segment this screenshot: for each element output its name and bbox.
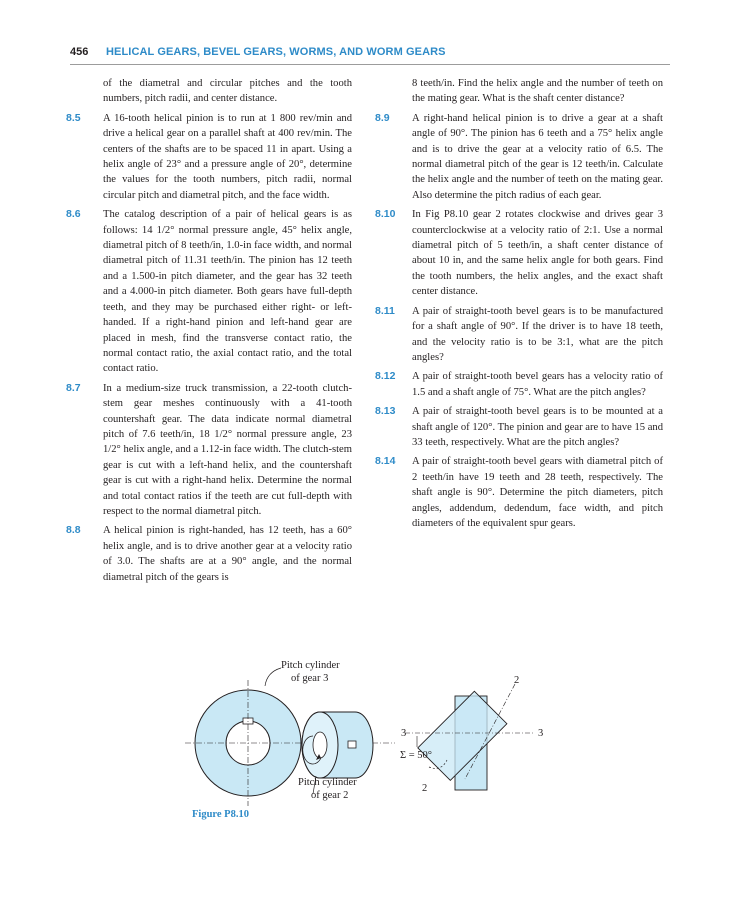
problem-number: 8.12 [375,370,396,383]
problem-number: 8.14 [375,455,396,468]
left-column [66,76,352,589]
problem-8-12 [375,369,663,400]
problem-8-8 [66,523,352,585]
figure-caption: Figure P8.10 [192,809,249,820]
shaft-schematic [400,675,543,794]
problem-text: The catalog description of a pair of helical gears is as follows: 14 1/2° normal pressure angle, 45° helix angle, diametral pitch of 8 teeth/in, 1.0-in face width, and normal diametral pitch of 11.31 teeth/in. The pinion has 12 teeth and a 1.500-in pitch diameter, and the gear has 32 teeth and a 4.000-in pitch diameter. Both gears have full-depth teeth, and they may be purchased either right- or left-handed. If a right-hand pinion and left-hand gear are placed in mesh, find the transverse contact ratio, the normal contact ratio, the axial contact ratio, and the total contact ratio. [103,209,352,375]
problem-text: In Fig P8.10 gear 2 rotates clockwise and drives gear 3 counterclockwise at a velocity ratio of 2:1. Use a normal diametral pitch of 5 teeth/in, a shaft center distance of about 10 in, and the same helix angle for both gears. Find the tooth numbers, the helix angles, and the exact shaft center distance. [412,209,663,298]
problem-text: A 16-tooth helical pinion is to run at 1 800 rev/min and drive a helical gear on a parallel shaft at 400 rev/min. The centers of the shafts are to be spaced 11 in apart. Using a helix angle of 23° and a pressure angle of 20°, determine the values for the tooth numbers, pitch radii, normal circular pitch and diametral pitch, and the face width. [103,112,352,201]
label-gear-2-line2: of gear 2 [311,790,349,801]
problem-number: 8.13 [375,405,396,418]
label-3-right: 3 [538,728,544,739]
gear-2-bore [313,732,327,758]
problem-text: A pair of straight-tooth bevel gears with diametral pitch of 2 teeth/in have 19 teeth and 28 teeth, respectively. The shaft angle is 90°. Determine the pitch diameters, pitch angles, addendum, dedendum, face width, and pitch diameters of the equivalent spur gears. [412,456,663,529]
label-3-left: 3 [401,728,407,739]
label-sigma: Σ = 50° [400,750,432,761]
problem-number: 8.11 [375,304,395,317]
problem-number: 8.9 [375,111,390,124]
header-rule [70,64,670,65]
problem-8-5 [66,111,352,203]
label-gear-3-line1: Pitch cylinder [281,660,340,671]
problem-text: A pair of straight-tooth bevel gears has a velocity ratio of 1.5 and a shaft angle of 75°. What are the pitch angles? [412,371,663,398]
problem-8-7 [66,381,352,520]
problem-8-10 [375,207,663,299]
problem-8-6 [66,207,352,376]
problem-text: In a medium-size truck transmission, a 22-tooth clutch-stem gear meshes continuously with a 41-tooth countershaft gear. The data indicate normal diametral pitch of 7.6 teeth/in, 18 1/2° normal pressure angle, 23 1/2° helix angle, and a 1.12-in face width. The clutch-stem gear is cut with a left-hand helix, and the countershaft gear is cut with a right-hand helix. Determine the normal and total contact ratios if the teeth are cut full-depth with respect to the normal diametral pitch. [103,382,352,517]
label-gear-2-line1: Pitch cylinder [298,777,357,788]
gear-2-keyway [348,741,356,748]
problem-text: A pair of straight-tooth bevel gears is to be mounted at a shaft angle of 120°. The pinion and gear are to have 15 and 33 teeth, respectively. What are the pitch angles? [412,406,663,448]
problem-8-11 [375,304,663,366]
running-head: HELICAL GEARS, BEVEL GEARS, WORMS, AND WORM GEARS [106,46,446,58]
problem-8-13 [375,404,663,450]
gear-3-shaft-view [418,691,507,780]
problem-text: A helical pinion is right-handed, has 12 teeth, has a 60° helix angle, and is to drive another gear at a velocity ratio of 3.0. The shafts are at a 90° angle, and the normal diametral pitch of the gears is [103,525,352,583]
problem-text: A pair of straight-tooth bevel gears is to be manufactured for a shaft angle of 90°. If the driver is to have 18 teeth, and the velocity ratio is to be 3:1, what are the pitch angles? [412,305,663,363]
label-gear-3-line2: of gear 3 [291,673,329,684]
problem-8-14 [375,454,663,531]
label-2-bottom: 2 [422,783,428,794]
problem-number: 8.5 [66,111,81,124]
problem-number: 8.7 [66,381,81,394]
problem-number: 8.10 [375,208,396,221]
problem-text: of the diametral and circular pitches and the tooth numbers, pitch radii, and center distance. [103,78,352,105]
right-column [375,76,663,535]
problem-8-9 [375,111,663,203]
label-2-top: 2 [514,675,520,686]
page-header [70,43,670,63]
figure-p8-10 [185,654,565,824]
continued-problem [66,76,352,107]
page-number: 456 [70,46,89,58]
problem-number: 8.8 [66,524,81,537]
problem-number: 8.6 [66,208,81,221]
leader-gear-3 [265,668,281,686]
continued-problem [375,76,663,107]
problem-text: 8 teeth/in. Find the helix angle and the number of teeth on the mating gear. What is the shaft center distance? [412,78,663,105]
gear-2-drawing [302,712,373,778]
problem-text: A right-hand helical pinion is to drive a gear at a shaft angle of 90°. The pinion has 6 teeth and a 75° helix angle and is to drive the gear at a velocity ratio of 6.5. The normal diametral pitch of the gear is 12 teeth/in. Calculate the helix angle and the number of teeth on the mating gear. Also determine the pitch radius of each gear. [412,112,663,201]
